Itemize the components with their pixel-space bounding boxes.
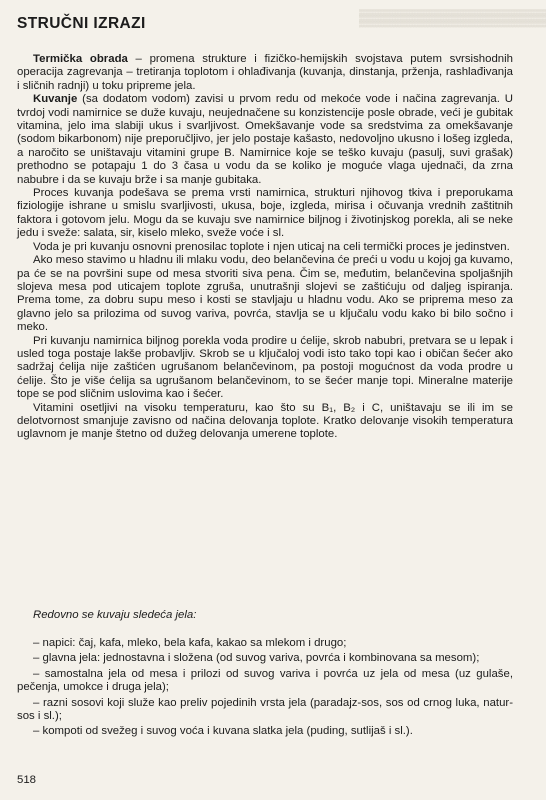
paragraph-text: Ako meso stavimo u hladnu ili mlaku vodu, deo belančevina će preći u vodu u kojoj ga kuvamo, pa će se na površini supe od mesa stvoriti siva pena. Čim se, međutim, belančevina spoljašnjih slojeva mesa pod uticajem toplote zgruša, unutrašnji slojevi se zaštićuju od daljeg ispiranja. Prema tome, za dobru supu meso i kosti se stavljaju u hladnu vodu. Ako se priprema meso za glavno jelo sa prilozima od suvog variva, povrća, stavlja se u ključalu vodu kako bi bilo sočno i meko. — [17, 254, 513, 334]
paragraph-text: (sa dodatom vodom) zavisi u prvom redu od mekoće vode i načina zagrevanja. U tvrdoj vodi namirnice se duže kuvaju, neujednačene su konzistencije posle obrade, veći je gubitak vitamina, jelo ima slabiji ukus i svarljivost. Omekšavanje vode sa sredstvima za omekšavanje (sodom bikarbonom) nije preporučljivo, jer jelo postaje kašasto, nedovoljno ukusno i lošeg izgleda, a naročito se uništavaju vitamini grupe B. Namirnice koje se teško kuvaju (pasulj, suvi grašak) prethodno se potapaju 1 do 3 časa u vodu da se koliko je moguće vlaga ujednači, da zrna nabubre i da se kuvaju brže i sa manje gubitaka. — [17, 93, 513, 186]
list-intro: Redovno se kuvaju sledeća jela: — [33, 609, 197, 621]
paragraph — [17, 241, 513, 254]
list-item: – samostalna jela od mesa i prilozi od suvog variva i povrća uz jela od mesa (uz gulaše, pečenja, umokce i druga jela); — [17, 667, 513, 694]
paragraph — [17, 187, 513, 241]
list-item: – razni sosovi koji služe kao preliv pojedinih vrsta jela (paradajz-sos, sos od crnog luka, natur-sos i sl.); — [17, 696, 513, 723]
paragraph — [17, 93, 513, 187]
page-title: STRUČNI IZRAZI — [17, 15, 146, 32]
show-through-text: ▒▒▒▒▒▒▒▒▒▒▒▒▒▒▒▒▒▒▒▒▒▒▒▒▒▒▒▒▒▒▒▒▒▒▒▒▒▒▒▒▒▒▒▒ ▒▒▒▒▒▒▒▒▒▒▒▒▒▒▒▒▒▒▒▒▒▒▒▒▒▒▒▒▒▒▒▒▒▒▒▒▒▒▒▒▒▒▒▒ ▒▒▒▒▒▒▒▒▒▒▒▒▒▒▒▒▒▒▒▒▒▒▒▒▒▒▒▒▒▒▒▒▒▒▒▒▒▒▒▒▒▒▒▒ — [359, 10, 546, 28]
dish-list — [17, 637, 513, 741]
paragraph — [17, 254, 513, 334]
paragraph — [17, 335, 513, 402]
paragraph-text: Voda je pri kuvanju osnovni prenosilac toplote i njen uticaj na celi termički proces je jedinstven. — [33, 240, 510, 253]
list-item: – napici: čaj, kafa, mleko, bela kafa, kakao sa mlekom i drugo; — [33, 637, 347, 649]
list-item: – kompoti od svežeg i suvog voća i kuvana slatka jela (puding, sutlijaš i sl.). — [33, 725, 413, 738]
paragraph — [17, 402, 513, 442]
body-text — [17, 53, 513, 442]
paragraph-text: Pri kuvanju namirnica biljnog porekla voda prodire u ćelije, skrob nabubri, pretvara se u lepak i usled toga postaje lakše probavljiv. Skrob se u ključaloj vodi isto tako topi kao i običan šećer ako sadržaj ćelija nije zaštićen ugrušanom belančevinom, pa postoji mogućnost da voda prodre u ćelije. Što je više ćelija sa ugrušanom belančevinom, to se šećer manje topi. Mineralne materije tope se pod sličnim uslovima kao i šećer. — [17, 334, 513, 401]
paragraph-text: – promena strukture i fizičko-hemijskih svojstava putem svrsishodnih operacija zagrevanja – tretiranja toplotom i ohlađivanja (kuvanja, dinstanja, prženja, rashlađivanja i sličnih radnji) u toku pripreme jela. — [17, 53, 513, 92]
term-heading: Termička obrada — [33, 53, 128, 65]
paragraph — [17, 53, 513, 93]
term-heading: Kuvanje — [33, 93, 78, 106]
paragraph-text: Vitamini osetljivi na visoku temperaturu, kao što su B₁, B₂ i C, uništavaju se ili im se delotvornost smanjuje zavisno od načina delovanja toplote. Kratko delovanje visokih temperatura uglavnom je manje štetno od dužeg delovanja umerene toplote. — [17, 401, 513, 441]
page-number: 518 — [17, 774, 37, 786]
paragraph-text: Proces kuvanja podešava se prema vrsti namirnica, strukturi njihovog tkiva i preporukama fiziologije ishrane u smislu svarljivosti, ukusa, boje, izgleda, mirisa i očuvanja vrednih zaštitnih faktora i gotovom jelu. Mogu da se kuvaju sve namirnice biljnog i životinjskog porekla, ali se neke jedu i sveže: salata, sir, kiselo mleko, sveže voće i sl. — [17, 187, 513, 240]
list-item: – glavna jela: jednostavna i složena (od suvog variva, povrća i kombinovana sa mesom); — [33, 652, 480, 665]
